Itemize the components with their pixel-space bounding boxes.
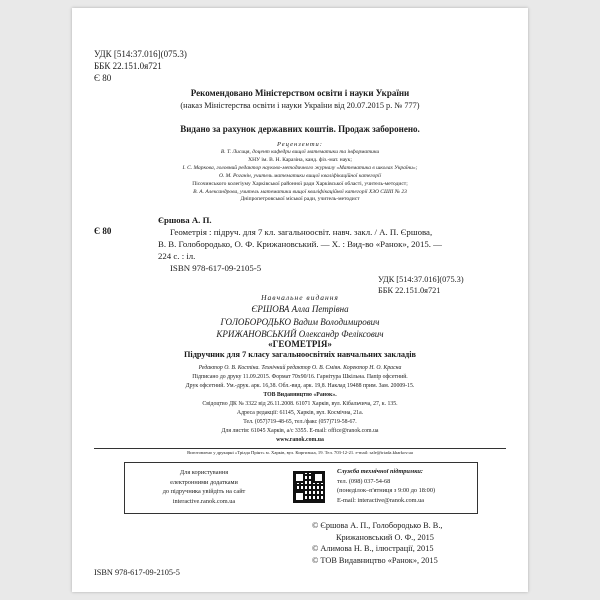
book-title: «ГЕОМЕТРІЯ» bbox=[268, 339, 332, 349]
isbn-bottom: ISBN 978-617-09-2105-5 bbox=[94, 568, 180, 577]
authors-list bbox=[72, 303, 528, 341]
reviewer-line: Дніпропетровської міської ради, учитель-методист bbox=[240, 196, 360, 203]
biblio-isbn: ISBN 978-617-09-2105-5 bbox=[170, 263, 262, 273]
copyright-page bbox=[72, 8, 528, 592]
author-name: ЄРШОВА Алла Петрівна bbox=[251, 304, 349, 314]
qr-code-icon[interactable] bbox=[293, 471, 325, 503]
udk-code: УДК [514:37.016](075.3) bbox=[94, 49, 187, 59]
support-phone: тел. (098) 037-54-68 bbox=[337, 477, 391, 485]
support-block bbox=[337, 467, 473, 505]
supplements-box bbox=[124, 462, 478, 514]
support-title: Служба технічної підтримки: bbox=[337, 468, 423, 475]
biblio-line: 224 с. : іл. bbox=[158, 251, 196, 261]
copyright-line: © ТОВ Видавництво «Ранок», 2015 bbox=[312, 555, 438, 565]
ministry-order: (наказ Міністерства освіти і науки України від 20.07.2015 р. № 777) bbox=[180, 101, 420, 110]
supplements-link[interactable]: interactive.ranok.com.ua bbox=[172, 497, 236, 505]
supplements-text bbox=[129, 468, 279, 506]
reviewer-line: В. А. Александрова, учитель математики вищої кваліфікаційної категорії ХЗО СШІІ № 23 bbox=[193, 188, 407, 195]
biblio-code: Є 80 bbox=[94, 226, 112, 236]
copyright-line: © Алимова Н. В., ілюстрації, 2015 bbox=[312, 544, 434, 553]
reviewer-line: В. Т. Лисиця, доцент кафедри вищої математики та інформатики bbox=[220, 149, 380, 155]
biblio-line: Геометрія : підруч. для 7 кл. загальноосвіт. навч. закл. / А. П. Єршова, bbox=[170, 227, 433, 237]
copyright-line: Крижановський О. Ф., 2015 bbox=[336, 532, 434, 542]
reviewers-list bbox=[72, 149, 528, 204]
supplements-line: електронними додатками bbox=[170, 478, 238, 486]
imprint-line: Друк офсетний. Ум.-друк. арк. 16,38. Обл.-вид. арк. 19,8. Наклад 19488 прим. Зам. 20009-15. bbox=[185, 383, 415, 389]
support-hours: (понеділок–п'ятниця з 9:00 до 18:00) bbox=[337, 487, 436, 494]
book-subtitle: Підручник для 7 класу загальноосвітніх навчальних закладів bbox=[183, 350, 417, 359]
reviewer-line: ХНУ ім. В. Н. Каразіна, канд. фіз.-мат. наук; bbox=[248, 156, 352, 163]
copyright-block bbox=[312, 520, 443, 566]
author-name: ГОЛОБОРОДЬКО Вадим Володимирович bbox=[220, 316, 380, 327]
bbk-code: ББК 22.151.0я721 bbox=[378, 286, 441, 295]
edition-type: Навчальне видання bbox=[261, 293, 339, 302]
imprint-line: Редактор О. В. Костіна. Технічний редактор О. В. Сміян. Коректор Н. О. Красна bbox=[198, 365, 402, 371]
supplements-line: до підручника увійдіть на сайт bbox=[162, 488, 246, 495]
reviewers-heading: Рецензенти: bbox=[277, 141, 323, 148]
biblio-author: Єршова А. П. bbox=[158, 215, 212, 225]
support-email[interactable]: E-mail: interactive@ranok.com.ua bbox=[337, 496, 425, 504]
printer-info: Виготовлено у друкарні «Тріада Прінт» м. Харків, вул. Киргизька, 19. Тел. 703-12-21. e-mail: sale@triada.kharkov.ua bbox=[187, 450, 413, 455]
imprint-line: Адреса редакції: 61145, Харків, вул. Космічна, 21а. bbox=[236, 410, 364, 416]
biblio-line: В. В. Голобородько, О. Ф. Крижановський. — Х. : Вид-во «Ранок», 2015. — bbox=[158, 239, 442, 249]
imprint-line: Підписано до друку 11.09.2015. Формат 70х90/16. Гарнітура Шкільна. Папір офсетний. bbox=[192, 374, 408, 380]
website: www.ranok.com.ua bbox=[276, 437, 324, 443]
author-code: Є 80 bbox=[94, 73, 112, 83]
imprint-line: Для листів: 61045 Харків, а/с 3355. E-mail: office@ranok.com.ua bbox=[221, 428, 379, 434]
bbk-code: ББК 22.151.0я721 bbox=[94, 61, 162, 71]
recommendation: Рекомендовано Міністерством освіти і науки України bbox=[190, 88, 410, 98]
supplements-line: Для користування bbox=[179, 469, 229, 476]
reviewer-line: О. М. Роганін, учитель математики вищої кваліфікаційної категорії bbox=[218, 172, 382, 179]
author-name: КРИЖАНОВСЬКИЙ Олександр Феліксович bbox=[216, 329, 384, 339]
reviewer-line: І. С. Маркова, головний редактор науково-методичного журналу «Математика в школах України»; bbox=[182, 164, 418, 171]
divider bbox=[94, 448, 506, 449]
bibliographic-record bbox=[158, 214, 442, 274]
copyright-line: © Єршова А. П., Голобородько В. В., bbox=[312, 521, 443, 530]
reviewer-line: Пісочинського колегіуму Харківської районної ради Харківської області, учитель-методист; bbox=[192, 180, 408, 187]
imprint-line: ТОВ Видавництво «Ранок». bbox=[263, 392, 337, 398]
imprint-line: Тел. (057)719-48-65, тел./факс (057)719-58-67. bbox=[243, 419, 357, 425]
imprint bbox=[72, 364, 528, 445]
classification-top bbox=[94, 48, 187, 84]
distribution-note: Видано за рахунок державних коштів. Продаж заборонено. bbox=[180, 124, 420, 134]
udk-code: УДК [514:37.016](075.3) bbox=[378, 275, 464, 284]
imprint-line: Свідоцтво ДК № 3322 від 26.11.2008. 61071 Харків, вул. Кібальчича, 27, к. 135. bbox=[202, 401, 398, 407]
